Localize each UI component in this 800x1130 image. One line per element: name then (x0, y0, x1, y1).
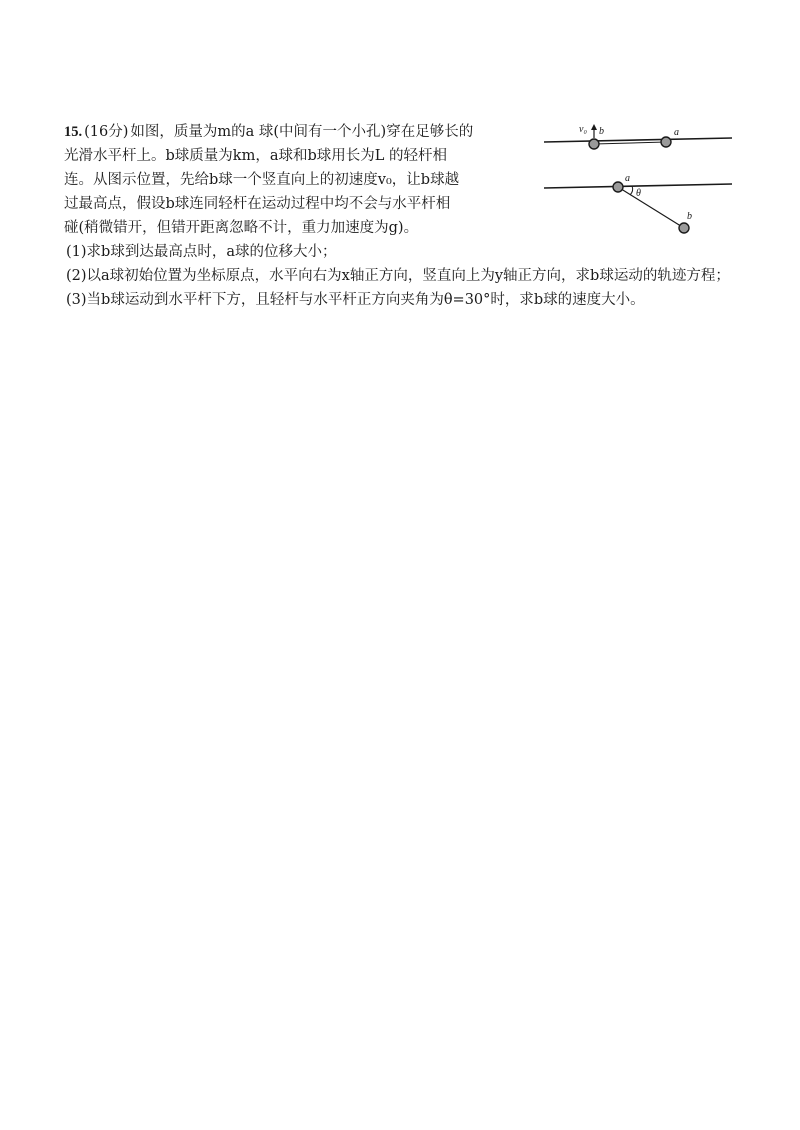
stem-line-5: 碰(稍微错开，但错开距离忽略不计，重力加速度为g)。 (64, 220, 419, 236)
stem-line-1-text: 如图，质量为m的a 球(中间有一个小孔)穿在足够长的 (130, 124, 474, 140)
stem-line-4: 过最高点，假设b球连同轻杆在运动过程中均不会与水平杆相 (64, 196, 451, 212)
stem-line-1 (64, 120, 534, 144)
top-light-rod (594, 142, 666, 144)
top-ball-b (589, 139, 599, 149)
bottom-ball-b (679, 223, 689, 233)
v0-arrow-head (591, 124, 597, 130)
label-b-top: b (599, 126, 604, 137)
top-rod-line (544, 138, 732, 142)
question-stem (64, 120, 534, 240)
label-theta: θ (636, 188, 641, 199)
question-score: (16分) (84, 124, 129, 140)
top-ball-a (661, 137, 671, 147)
label-a-bottom: a (625, 173, 630, 184)
theta-arc (630, 186, 633, 195)
question-number: 15. (64, 124, 83, 140)
label-b-bottom: b (687, 211, 692, 222)
figure-svg (538, 118, 738, 238)
bottom-ball-a (613, 182, 623, 192)
sub-question-1: (1)求b球到达最高点时，a球的位移大小； (66, 244, 337, 260)
stem-line-2: 光滑水平杆上。b球质量为km，a球和b球用长为L 的轻杆相 (64, 148, 447, 164)
label-v0: v₀ (579, 124, 587, 135)
bottom-light-rod (618, 187, 684, 228)
stem-line-3: 连。从图示位置，先给b球一个竖直向上的初速度v₀，让b球越 (64, 172, 460, 188)
sub-question-3: (3)当b球运动到水平杆下方，且轻杆与水平杆正方向夹角为θ=30°时，求b球的速度大小。 (66, 292, 645, 308)
physics-figure (538, 118, 738, 238)
label-a-top: a (674, 127, 679, 138)
sub-question-2: (2)以a球初始位置为坐标原点，水平向右为x轴正方向，竖直向上为y轴正方向，求b球运动的轨迹方程； (66, 268, 730, 284)
